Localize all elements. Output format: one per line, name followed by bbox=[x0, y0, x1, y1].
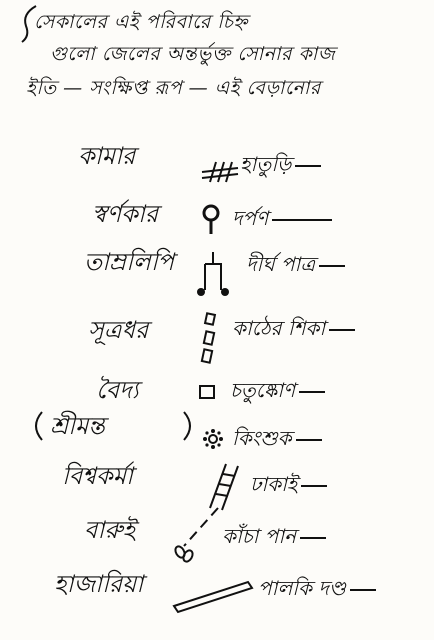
tongs-icon bbox=[190, 250, 236, 300]
entry-label-7: বিশ্বকর্মা bbox=[62, 462, 134, 490]
chain-icon bbox=[200, 312, 220, 364]
entry-meaning-2: দর্পণ bbox=[232, 204, 332, 237]
entry-label-4: সূত্রধর bbox=[88, 316, 149, 344]
flower-icon bbox=[202, 428, 224, 450]
entry-meaning-6: কিংশুক bbox=[232, 424, 322, 457]
entry-meaning-4: কাঠের শিকা bbox=[232, 314, 355, 347]
rod-icon bbox=[170, 578, 254, 614]
entry-label-2: স্বর্ণকার bbox=[92, 200, 159, 228]
entry-label-6: শ্রীমন্ত bbox=[50, 412, 105, 440]
entry-meaning-9: পালকি দণ্ড bbox=[258, 574, 376, 607]
entry-label-9: হাজারিয়া bbox=[54, 570, 144, 598]
entry-meaning-3: দীর্ঘ পাত্র bbox=[246, 250, 345, 283]
square-icon bbox=[198, 384, 216, 402]
scissors-icon bbox=[166, 506, 220, 566]
ladder-icon bbox=[206, 462, 242, 510]
intro-line-2: গুলো জেলের অন্তর্ভুক্ত সোনার কাজ bbox=[50, 43, 336, 65]
intro-line-1: সেকালের এই পরিবারে চিহ্ন bbox=[34, 11, 249, 33]
entry-label-1: কামার bbox=[78, 142, 136, 170]
intro-bracket-icon bbox=[20, 4, 38, 44]
intro-line-3: ইতি — সংক্ষিপ্ত রূপ — এই বেড়ানোর bbox=[26, 77, 321, 99]
entry-label-3: তাম্রলিপি bbox=[84, 248, 174, 276]
entry-meaning-1: হাতুড়ি bbox=[240, 150, 321, 183]
entry-meaning-7: ঢাকাই bbox=[250, 470, 327, 503]
entry-meaning-5: চতুষ্কোণ bbox=[230, 376, 325, 409]
entry-label-5: বৈদ্য bbox=[96, 376, 139, 404]
entry-label-8: বারুই bbox=[84, 516, 136, 544]
entry-meaning-8: কাঁচা পান bbox=[222, 522, 326, 555]
hatch-icon bbox=[200, 158, 240, 184]
mirror-icon bbox=[200, 204, 222, 236]
